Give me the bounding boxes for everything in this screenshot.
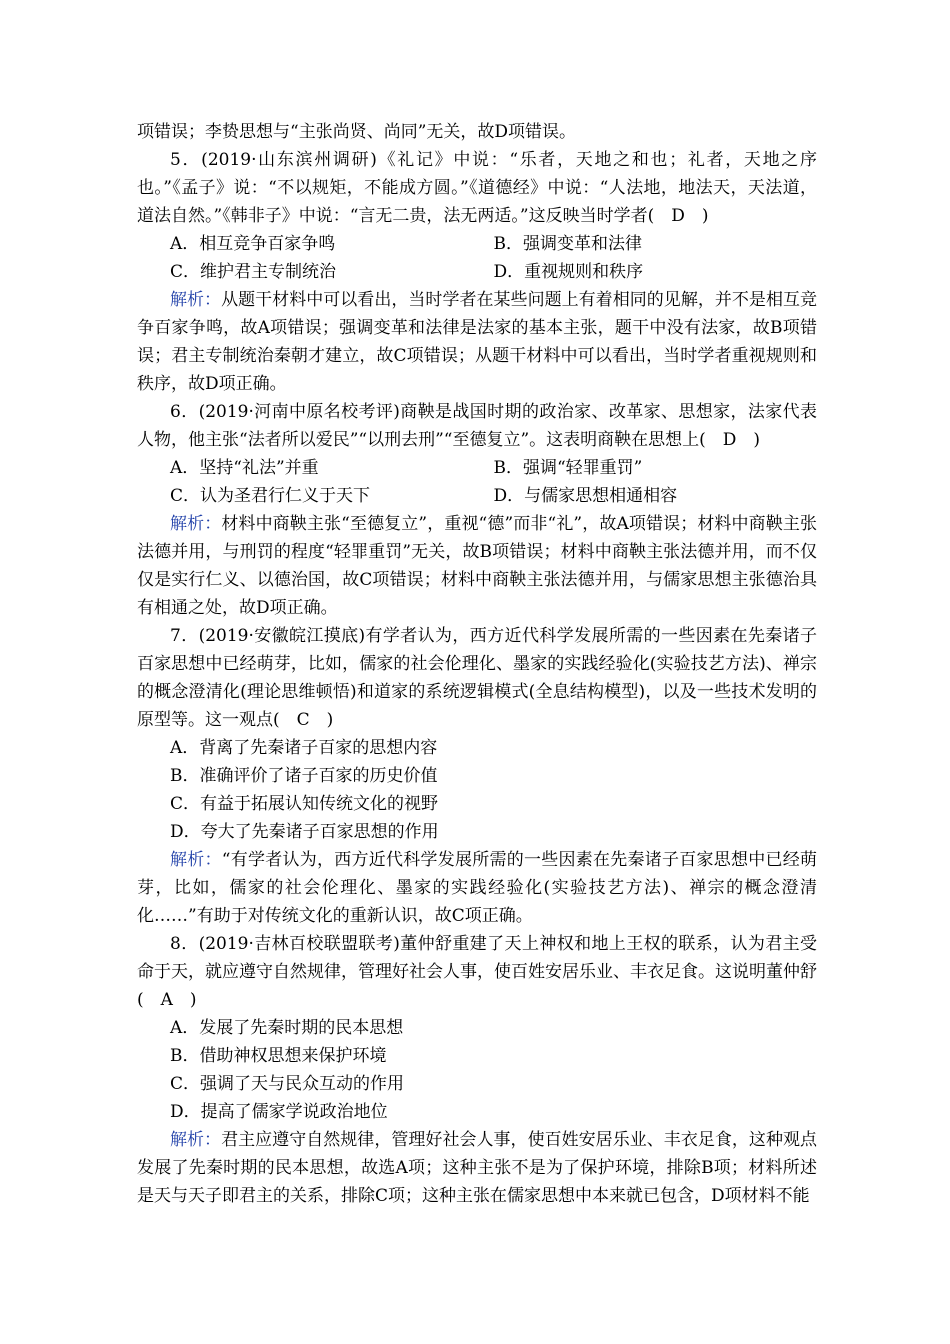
- question-6-option-d: D．与儒家思想相通相容: [493, 486, 678, 506]
- question-5-option-a: A．相互竞争百家争鸣: [170, 234, 336, 254]
- analysis-text: 从题干材料中可以看出，当时学者在某些问题上有着相同的见解，并不是相互竞争百家争鸣，故A项错误；强调变革和法律是法家的基本主张，题干中没有法家，故B项错误；君主专制统治秦朝才建立，故C项错误；从题干材料中可以看出，当时学者重视规则和秩序，故D项正确。: [137, 290, 818, 394]
- question-6-option-c: C．认为圣君行仁义于天下: [170, 486, 371, 506]
- analysis-label: 解析：: [170, 850, 222, 870]
- question-5-stem: 5．(2019·山东滨州调研)《礼记》中说：“乐者，天地之和也；礼者，天地之序也。”《孟子》说：“不以规矩，不能成方圆。”《道德经》中说：“人法地，地法天，天法道，道法自然。”《韩非子》中说：“言无二贵，法无两适。”这反映当时学者( D ): [137, 150, 817, 226]
- question-7-option-a: A．背离了先秦诸子百家的思想内容: [170, 738, 438, 758]
- question-6-option-b: B．强调“轻罪重罚”: [493, 458, 643, 478]
- question-6-option-a: A．坚持“礼法”并重: [170, 458, 319, 478]
- question-5-options-row-2: [170, 258, 817, 286]
- question-6-options-row-1: [170, 454, 817, 482]
- question-7-option-d: D．夸大了先秦诸子百家思想的作用: [170, 822, 439, 842]
- analysis-text: 君主应遵守自然规律，管理好社会人事，使百姓安居乐业、丰衣足食，这种观点发展了先秦时期的民本思想，故选A项；这种主张不是为了保护环境，排除B项；材料所述是天与天子即君主的关系，排除C项；这种主张在儒家思想中本来就已包含，D项材料不能: [137, 1130, 818, 1206]
- question-5-option-c: C．维护君主专制统治: [170, 262, 337, 282]
- question-8-stem: 8．(2019·吉林百校联盟联考)董仲舒重建了天上神权和地上王权的联系，认为君主受命于天，就应遵守自然规律，管理好社会人事，使百姓安居乐业、丰衣足食。这说明董仲舒( A ): [137, 934, 817, 1010]
- analysis-label: 解析：: [170, 1130, 222, 1150]
- question-5-option-b: B．强调变革和法律: [493, 234, 642, 254]
- analysis-label: 解析：: [170, 514, 222, 534]
- document-body: [137, 118, 817, 1210]
- analysis-text: 材料中商鞅主张“至德复立”，重视“德”而非“礼”，故A项错误；材料中商鞅主张法德并用，与刑罚的程度“轻罪重罚”无关，故B项错误；材料中商鞅主张法德并用，而不仅仅是实行仁义、以德治国，故C项错误；材料中商鞅主张法德并用，与儒家思想主张德治具有相通之处，故D项正确。: [137, 514, 817, 618]
- question-8-analysis: [137, 1126, 817, 1210]
- question-6-analysis: [137, 510, 817, 622]
- question-7-option-b: B．准确评价了诸子百家的历史价值: [170, 766, 438, 786]
- lead-line: 项错误；李贽思想与“主张尚贤、尚同”无关，故D项错误。: [137, 122, 577, 142]
- analysis-text: “有学者认为，西方近代科学发展所需的一些因素在先秦诸子百家思想中已经萌芽，比如，儒家的社会伦理化、墨家的实践经验化(实验技艺方法)、禅宗的概念澄清化……”有助于对传统文化的重新认识，故C项正确。: [137, 850, 817, 926]
- question-7-analysis: [137, 846, 817, 930]
- question-5-option-d: D．重视规则和秩序: [493, 262, 644, 282]
- question-7-stem: 7．(2019·安徽皖江摸底)有学者认为，西方近代科学发展所需的一些因素在先秦诸子百家思想中已经萌芽，比如，儒家的社会伦理化、墨家的实践经验化(实验技艺方法)、禅宗的概念澄清化(理论思维顿悟)和道家的系统逻辑模式(全息结构模型)，以及一些技术发明的原型等。这一观点( C ): [137, 626, 817, 730]
- question-8-option-c: C．强调了天与民众互动的作用: [170, 1074, 405, 1094]
- question-8-option-a: A．发展了先秦时期的民本思想: [170, 1018, 404, 1038]
- question-5-analysis: [137, 286, 817, 398]
- question-7-option-c: C．有益于拓展认知传统文化的视野: [170, 794, 439, 814]
- question-8-option-d: D．提高了儒家学说政治地位: [170, 1102, 388, 1122]
- question-8-option-b: B．借助神权思想来保护环境: [170, 1046, 387, 1066]
- question-6-stem: 6．(2019·河南中原名校考评)商鞅是战国时期的政治家、改革家、思想家，法家代表人物，他主张“法者所以爱民”“以刑去刑”“至德复立”。这表明商鞅在思想上( D ): [137, 402, 817, 450]
- question-6-options-row-2: [170, 482, 817, 510]
- question-5-options-row-1: [170, 230, 817, 258]
- analysis-label: 解析：: [170, 290, 222, 310]
